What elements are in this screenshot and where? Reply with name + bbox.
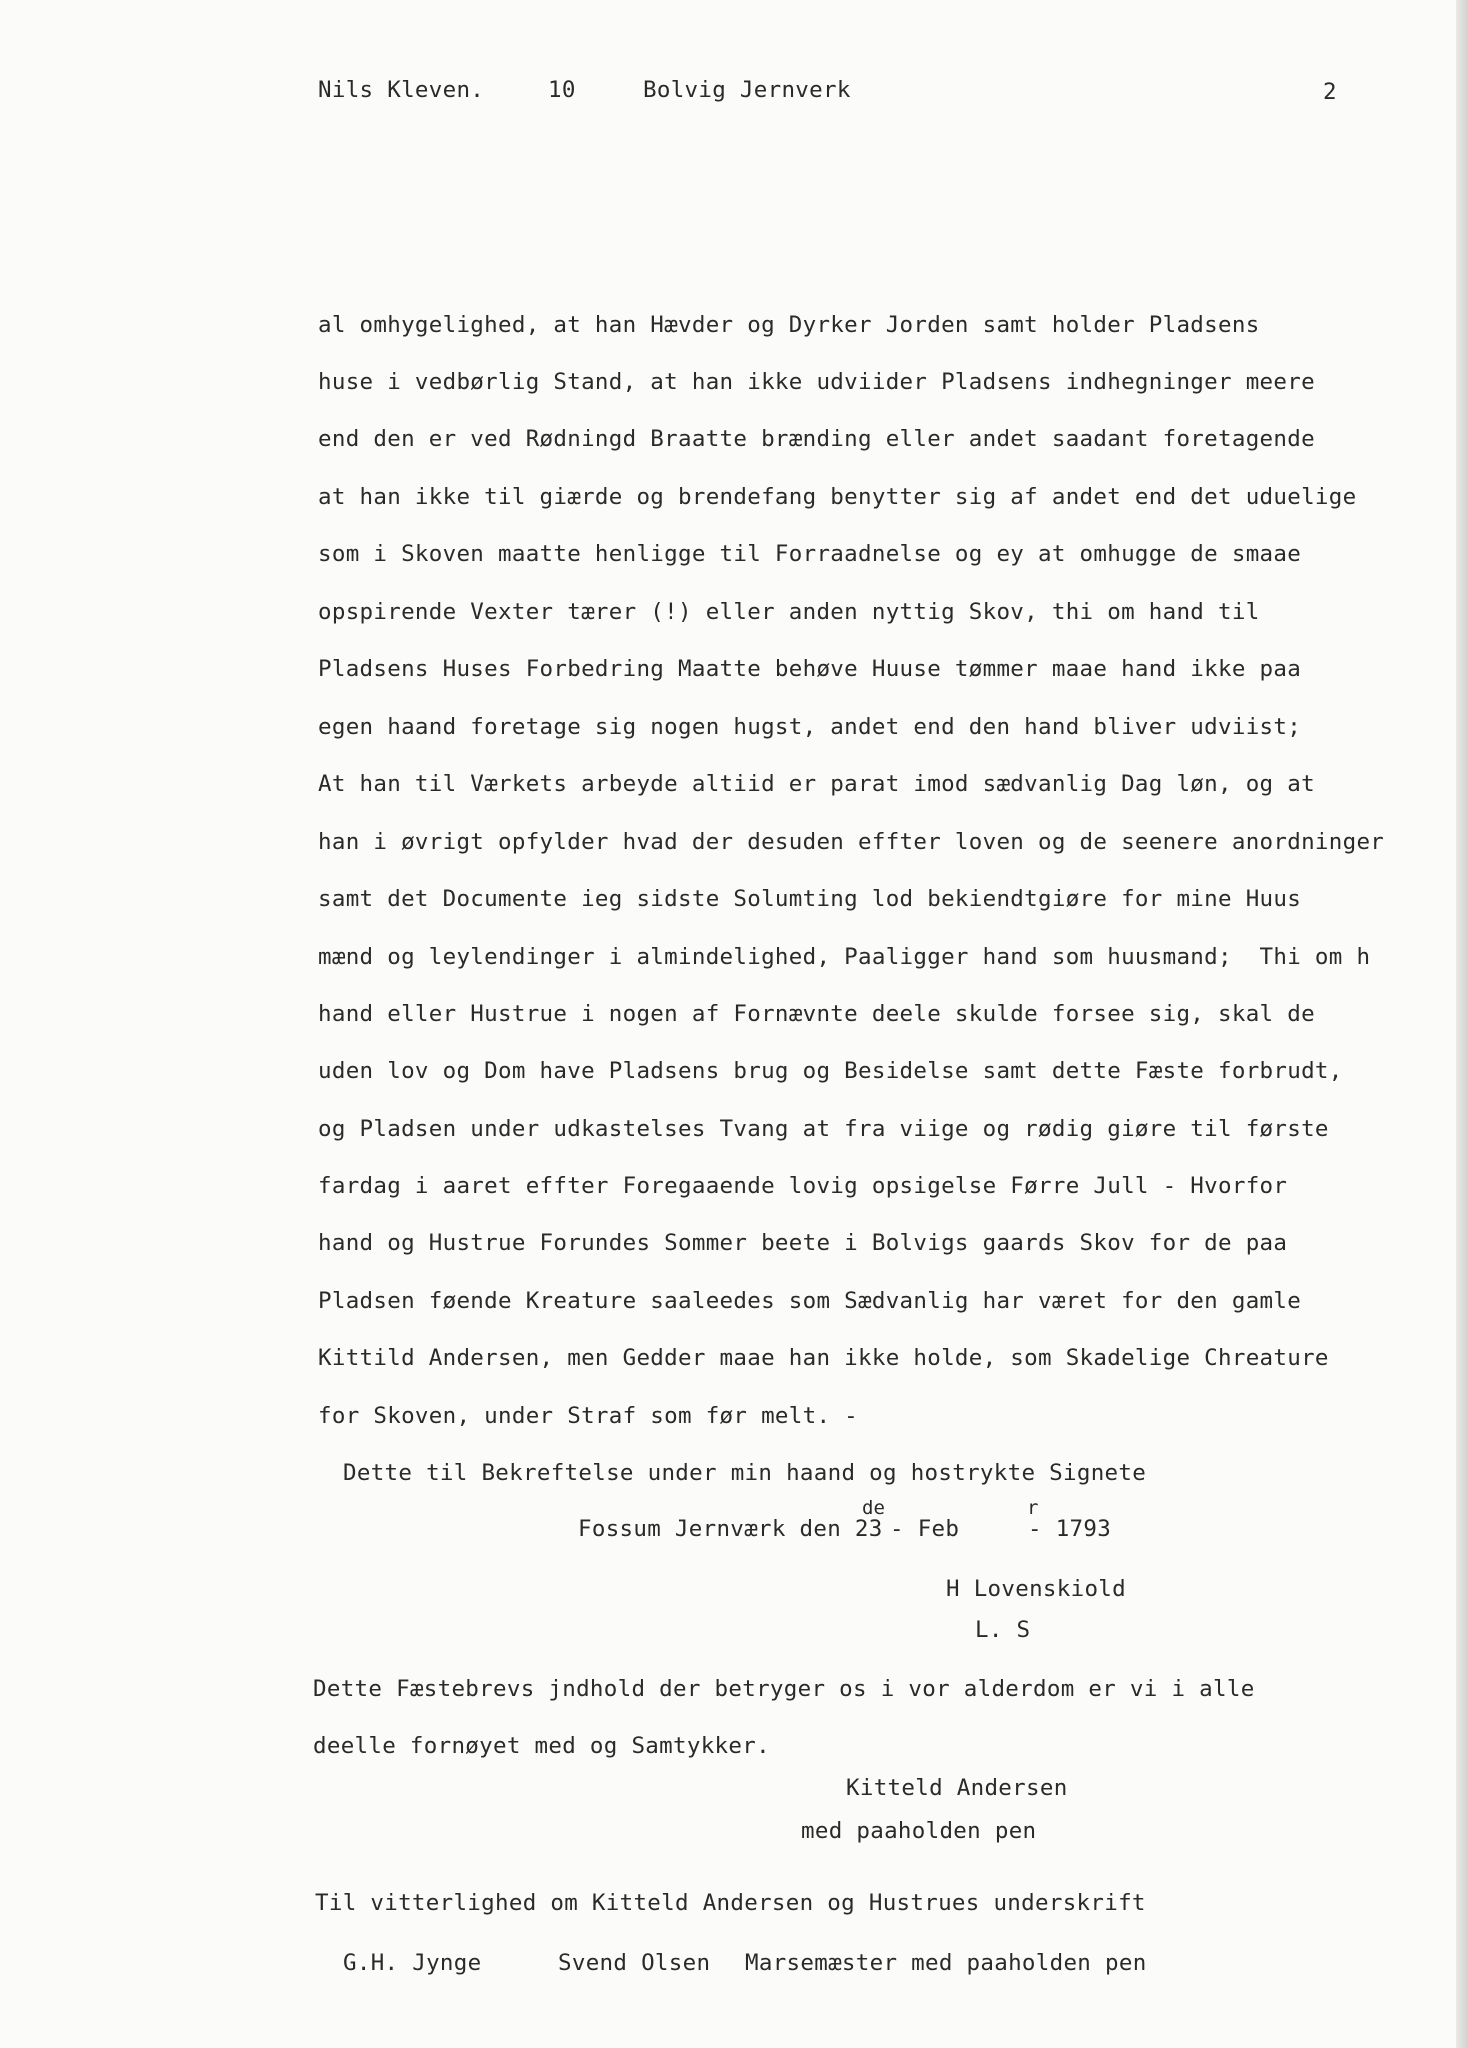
dateline-day-suffix: de	[862, 1497, 885, 1519]
body-line: Kittild Andersen, men Gedder maae han ikke holde, som Skadelige Chreature	[318, 1345, 1329, 1371]
dateline-year: - 1793	[1028, 1516, 1112, 1542]
confirmation-line: Dette til Bekreftelse under min haand og hostrykte Signete	[343, 1460, 1147, 1486]
dateline-place: Fossum Jernværk den 23	[578, 1516, 883, 1542]
body-line: og Pladsen under udkastelses Tvang at fra viige og rødig giøre til første	[318, 1116, 1329, 1142]
body-line: han i øvrigt opfylder hvad der desuden effter loven og de seenere anordninger	[318, 829, 1385, 855]
header-place: Bolvig Jernverk	[643, 77, 851, 103]
witness-olsen: Svend Olsen	[558, 1950, 711, 1976]
witness-line: Til vitterlighed om Kitteld Andersen og Hustrues underskrift	[315, 1890, 1146, 1916]
body-line: som i Skoven maatte henligge til Forraadnelse og ey at omhugge de smaae	[318, 541, 1302, 567]
page-edge-shadow	[1456, 0, 1468, 2048]
body-line: Pladsens Huses Forbedring Maatte behøve Huuse tømmer maae hand ikke paa	[318, 656, 1302, 682]
header-author: Nils Kleven.	[318, 77, 485, 103]
statement-line: Dette Fæstebrevs jndhold der betryger os i vor alderdom er vi i alle	[313, 1676, 1255, 1702]
witness-marsemaester: Marsemæster med paaholden pen	[745, 1950, 1147, 1976]
body-line: egen haand foretage sig nogen hugst, andet end den hand bliver udviist;	[318, 714, 1302, 740]
body-line: opspirende Vexter tærer (!) eller anden nyttig Skov, thi om hand til	[318, 599, 1260, 625]
witness-jynge: G.H. Jynge	[343, 1950, 482, 1976]
body-line: end den er ved Rødningd Braatte brænding eller andet saadant foretagende	[318, 426, 1315, 452]
dateline-month-suffix: r	[1027, 1497, 1039, 1519]
body-line: At han til Værkets arbeyde altiid er parat imod sædvanlig Dag løn, og at	[318, 771, 1315, 797]
body-line: samt det Documente ieg sidste Solumting lod bekiendtgiøre for mine Huus	[318, 886, 1302, 912]
body-line: al omhygelighed, at han Hævder og Dyrker Jorden samt holder Pladsens	[318, 312, 1260, 338]
seal-ls: L. S	[975, 1617, 1031, 1643]
body-line: hand eller Hustrue i nogen af Fornævnte deele skulde forsee sig, skal de	[318, 1001, 1315, 1027]
body-line: at han ikke til giærde og brendefang benytter sig af andet end det uduelige	[318, 484, 1357, 510]
page-number: 2	[1323, 79, 1337, 105]
body-line: hand og Hustrue Forundes Sommer beete i Bolvigs gaards Skov for de paa	[318, 1230, 1288, 1256]
body-line: mænd og leylendinger i almindelighed, Paaligger hand som huusmand; Thi om h	[318, 944, 1371, 970]
signature-note: med paaholden pen	[801, 1818, 1037, 1844]
signature-andersen: Kitteld Andersen	[846, 1775, 1068, 1801]
dateline-month: - Feb	[890, 1516, 960, 1542]
header-number: 10	[548, 77, 576, 103]
statement-line: deelle fornøyet med og Samtykker.	[313, 1733, 770, 1759]
body-line: fardag i aaret effter Foregaaende lovig opsigelse Førre Jull - Hvorfor	[318, 1173, 1288, 1199]
body-line: Pladsen føende Kreature saaleedes som Sædvanlig har været for den gamle	[318, 1288, 1302, 1314]
body-line: for Skoven, under Straf som før melt. -	[318, 1403, 858, 1429]
body-line: huse i vedbørlig Stand, at han ikke udviider Pladsens indhegninger meere	[318, 369, 1315, 395]
body-line: uden lov og Dom have Pladsens brug og Besidelse samt dette Fæste forbrudt,	[318, 1058, 1343, 1084]
signature-lovenskiold: H Lovenskiold	[946, 1576, 1126, 1602]
